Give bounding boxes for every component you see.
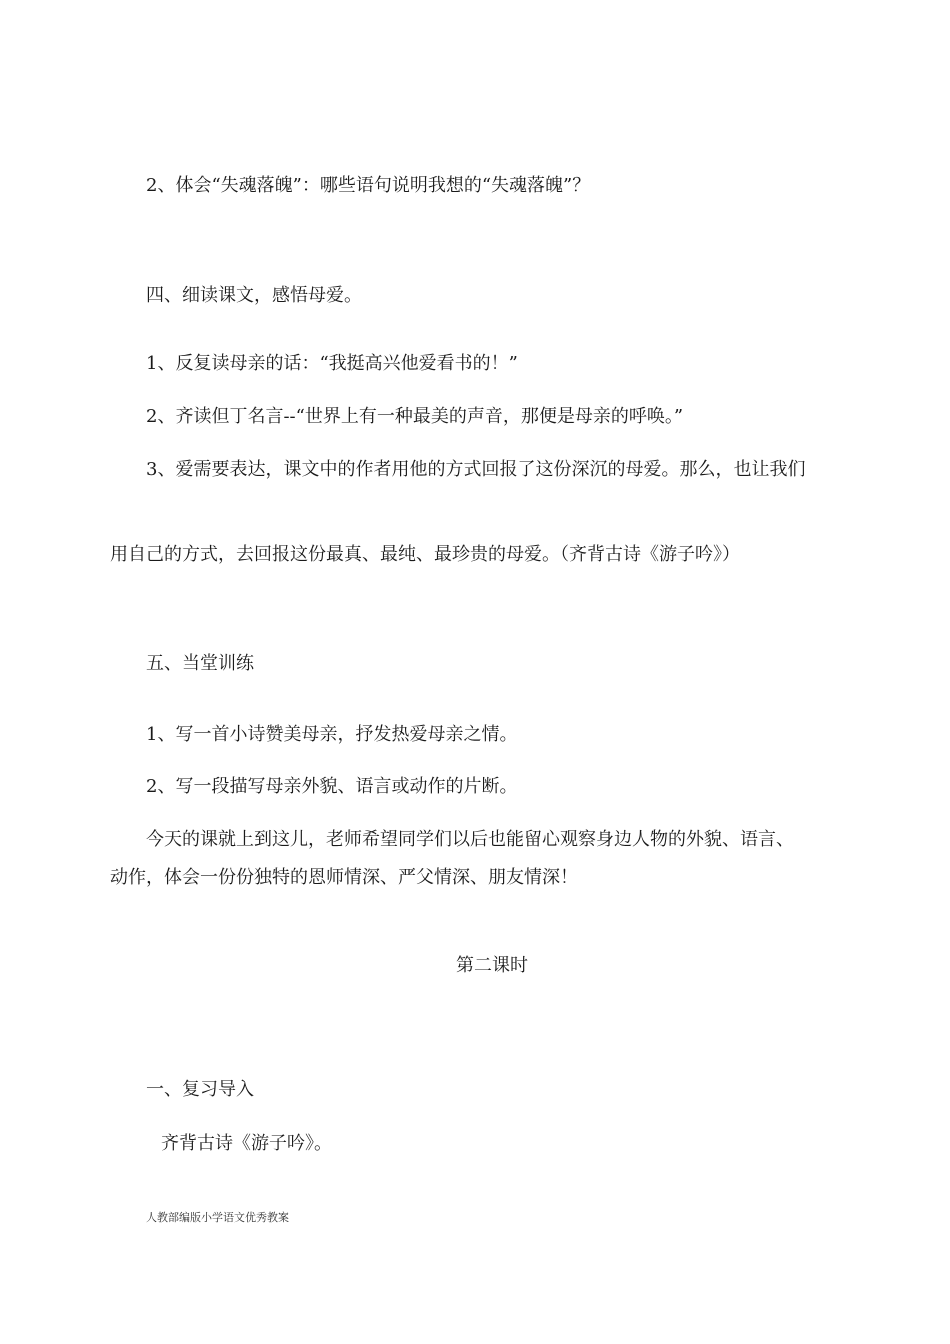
closing-paragraph-line-1: 今天的课就上到这儿，老师希望同学们以后也能留心观察身边人物的外貌、语言、 xyxy=(146,829,794,850)
section-5-heading: 五、当堂训练 xyxy=(146,653,254,674)
item-2-dante-quote: 2、齐读但丁名言--“世界上有一种最美的声音，那便是母亲的呼唤。” xyxy=(146,406,684,427)
page-footer: 人教部编版小学语文优秀教案 xyxy=(146,1211,289,1224)
item-3-love-expression: 3、爱需要表达，课文中的作者用他的方式回报了这份深沉的母爱。那么，也让我们 xyxy=(146,459,806,480)
exercise-1: 1、写一首小诗赞美母亲，抒发热爱母亲之情。 xyxy=(146,724,518,745)
closing-paragraph-line-2: 动作，体会一份份独特的恩师情深、严父情深、朋友情深！ xyxy=(110,867,578,888)
question-2-lost-soul: 2、体会“失魂落魄”：哪些语句说明我想的“失魂落魄”？ xyxy=(146,175,591,196)
section-4-heading: 四、细读课文，感悟母爱。 xyxy=(146,285,362,306)
item-1-mother-words: 1、反复读母亲的话：“我挺高兴他爱看书的！” xyxy=(146,353,518,374)
section-1-review-heading: 一、复习导入 xyxy=(146,1079,254,1100)
recite-poem-line: 齐背古诗《游子吟》。 xyxy=(161,1133,332,1154)
item-3-continuation: 用自己的方式，去回报这份最真、最纯、最珍贵的母爱。（齐背古诗《游子吟》） xyxy=(110,544,740,565)
second-lesson-title: 第二课时 xyxy=(456,955,528,976)
exercise-2: 2、写一段描写母亲外貌、语言或动作的片断。 xyxy=(146,776,518,797)
